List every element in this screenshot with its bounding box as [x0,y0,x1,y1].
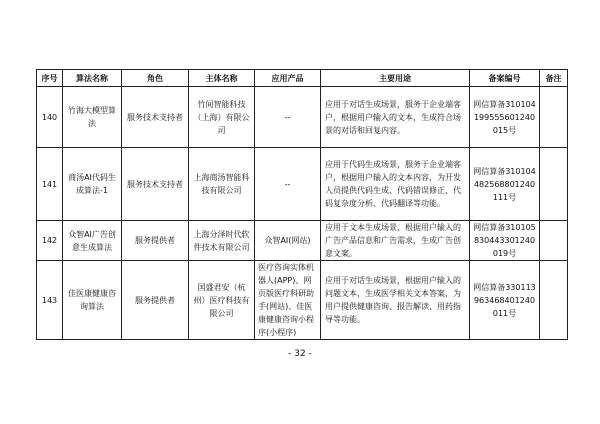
header-no: 序号 [37,70,63,87]
cell-role: 服务提供者 [122,261,189,340]
cell-remarks [540,221,568,261]
cell-entity-name: 竹间智能科技（上海）有限公司 [189,87,255,148]
table-row [37,148,568,221]
cell-usage: 应用于文本生成场景，根据用户输入的广告产品信息和广告需求，生成广告创意文案。 [321,221,470,261]
header-entity-name: 主体名称 [189,70,255,87]
header-product: 应用产品 [255,70,321,87]
cell-no: 141 [37,148,63,221]
cell-record-number: 网信算备310104482568801240111号 [470,148,540,221]
cell-product: -- [255,148,321,221]
cell-remarks [540,87,568,148]
cell-algorithm-name: 竹海大模型算法 [63,87,122,148]
cell-usage: 应用于对话生成场景，根据用户输入的问题文本，生成医学相关文本答案，为用户提供健康咨询、报告解读、用药指导等功能。 [321,261,470,340]
cell-no: 142 [37,221,63,261]
header-record-number: 备案编号 [470,70,540,87]
cell-entity-name: 上海商汤智能科技有限公司 [189,148,255,221]
header-remarks: 备注 [540,70,568,87]
table-row [37,261,568,340]
page-number: - 32 - [288,349,312,359]
cell-record-number: 网信算备330113963468401240011号 [470,261,540,340]
cell-entity-name: 国盛君安（杭州）医疗科技有限公司 [189,261,255,340]
table-header-row [37,70,568,87]
cell-usage: 应用于代码生成场景，服务于企业端客户，根据用户输入的文本内容，为开发人员提供代码生成、代码错误修正、代码复杂度分析、代码翻译等功能。 [321,148,470,221]
cell-role: 服务提供者 [122,221,189,261]
cell-record-number: 网信算备310105830443301240019号 [470,221,540,261]
table-row [37,87,568,148]
cell-usage: 应用于对话生成场景，服务于企业端客户，根据用户输入的文本，生成符合场景的对话和回复内容。 [321,87,470,148]
header-role: 角色 [122,70,189,87]
cell-no: 140 [37,87,63,148]
table-row [37,221,568,261]
cell-algorithm-name: 商汤AI代码生成算法-1 [63,148,122,221]
header-algorithm-name: 算法名称 [63,70,122,87]
cell-role: 服务技术支持者 [122,148,189,221]
cell-product: -- [255,87,321,148]
cell-no: 143 [37,261,63,340]
cell-record-number: 网信算备310104199555601240015号 [470,87,540,148]
cell-algorithm-name: 众智AI广告创意生成算法 [63,221,122,261]
cell-role: 服务技术支持者 [122,87,189,148]
algorithm-filing-table [36,69,568,340]
cell-remarks [540,148,568,221]
cell-entity-name: 上海分泽时代软件技术有限公司 [189,221,255,261]
cell-product: 医疗咨询实体机器人(APP)、网页版医疗科研助手(网站)、佳医康健康咨询小程序(小程序) [255,261,321,340]
cell-algorithm-name: 佳医康健康咨询算法 [63,261,122,340]
cell-remarks [540,261,568,340]
header-usage: 主要用途 [321,70,470,87]
cell-product: 众智AI(网站) [255,221,321,261]
